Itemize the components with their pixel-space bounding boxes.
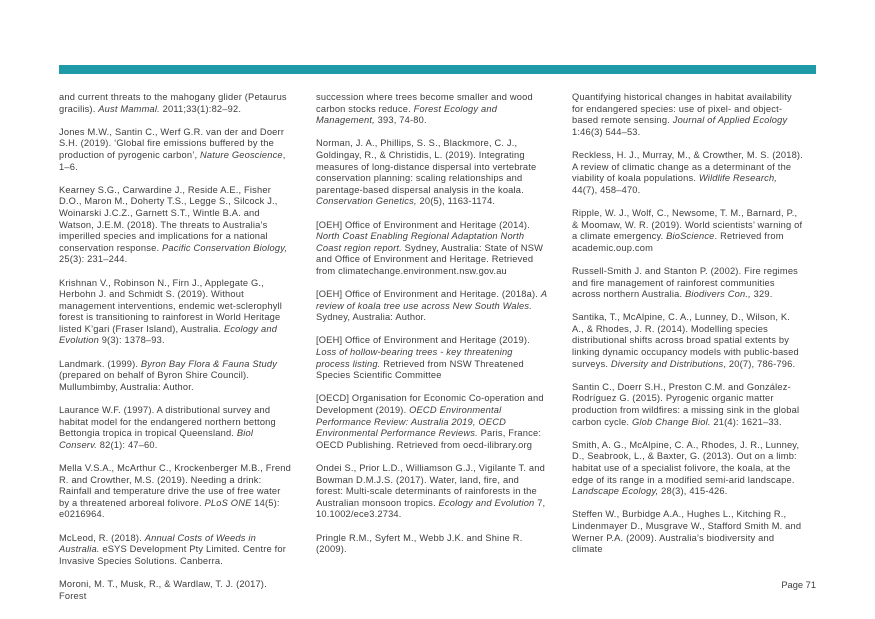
reference-italic-text: BioScience xyxy=(666,231,715,242)
reference-text: Moroni, M. T., Musk, R., & Wardlaw, T. J. (2017). Forest xyxy=(59,578,267,601)
reference-italic-text: Nature Geoscience xyxy=(200,149,283,160)
page-number: Page 71 xyxy=(781,580,816,590)
reference-italic-text: OECD Environmental Performance Review: Australia 2019, OECD Environmental Performance Reviews. xyxy=(316,405,507,439)
reference-entry xyxy=(59,278,291,348)
reference-entry xyxy=(59,359,291,394)
reference-text: . Retrieved from academic.oup.com xyxy=(572,231,784,253)
reference-text: [OEH] Office of Environment and Heritage (2014). xyxy=(316,219,530,230)
reference-text: Sydney, Australia: State of NSW and Office of Environment and Heritage. Retrieved from climatechange.environment.nsw.gov.au xyxy=(316,242,544,276)
reference-entry xyxy=(316,92,548,127)
reference-text: [OEH] Office of Environment and Heritage (2019). xyxy=(316,335,530,346)
reference-text: 21(4): 1621–33. xyxy=(710,416,782,427)
reference-italic-text: Byron Bay Flora & Fauna Study xyxy=(140,358,278,369)
reference-text: Laurance W.F. (1997). A distributional survey and habitat model for the endangered northern bettong Bettongia tropica in tropical Queensland. xyxy=(59,405,276,439)
reference-text: Ripple, W. J., Wolf, C., Newsome, T. M., Barnard, P., & Moomaw, W. R. (2019). World scientists’ warning of a climate emergency. xyxy=(572,207,803,242)
reference-italic-text: PLoS ONE xyxy=(204,497,252,508)
reference-entry xyxy=(316,393,548,451)
reference-italic-text: Diversity and Distributions xyxy=(610,358,724,369)
reference-text: Sydney, Australia: Author. xyxy=(316,312,427,323)
reference-text: (prepared on behalf of Byron Shire Council). Mullumbimby, Australia: Author. xyxy=(59,370,250,392)
reference-italic-text: Pacific Conservation Biology, xyxy=(162,242,288,253)
reference-entry xyxy=(572,312,804,370)
reference-text: and current threats to the mahogany glider (Petaurus gracilis). xyxy=(59,92,287,114)
reference-text: 25(3): 231–244. xyxy=(59,254,128,265)
header-accent-bar xyxy=(59,65,816,74)
reference-italic-text: Forest Ecology and Management, xyxy=(316,103,498,126)
reference-column-1 xyxy=(59,92,291,614)
reference-entry xyxy=(572,150,804,196)
reference-entry xyxy=(59,579,291,602)
reference-text: Krishnan V., Robinson N., Firn J., Applegate G., Herbohn J. and Schmidt S. (2019). Without management interventions, endemic wet-sclerophyll forest is transitioning to rainforest in World Heritage listed K’gari (Fraser Island), Australia. xyxy=(59,277,283,334)
reference-entry xyxy=(572,92,804,138)
reference-text: Norman, J. A., Phillips, S. S., Blackmore, C. J., Goldingay, R., & Christidis, L. (2019). Integrating measures of long-distance dispersal into vertebrate conservation planning: scaling relationships and parentage-based dispersal analysis in the koala. xyxy=(316,138,537,195)
reference-text: 329. xyxy=(750,289,773,300)
reference-entry xyxy=(316,533,548,556)
reference-text: Pringle R.M., Syfert M., Webb J.K. and Shine R. (2009). xyxy=(316,532,523,555)
reference-entry xyxy=(59,185,291,266)
reference-italic-text: Ecology and Evolution xyxy=(438,497,535,508)
reference-text: 28(3), 415-426. xyxy=(658,486,728,497)
reference-column-2 xyxy=(316,92,548,567)
reference-text: Russell-Smith J. and Stanton P. (2002). Fire regimes and fire management of rainforest communities across northern Australia. xyxy=(572,265,799,300)
reference-text: Retrieved from NSW Threatened Species Scientific Committee xyxy=(316,358,524,381)
reference-entry xyxy=(316,335,548,381)
reference-text: Santika, T., McAlpine, C. A., Lunney, D., Wilson, K. A., & Rhodes, J. R. (2014). Modelling species distributional shifts across broad spatial extents by linking dynamic occupancy models with public-based surveys. xyxy=(572,312,799,369)
reference-text: succession where trees become smaller and wood carbon stocks reduce. xyxy=(316,92,533,114)
reference-italic-text: North Coast Enabling Regional Adaptation North Coast region report. xyxy=(316,231,525,253)
reference-text: [OECD] Organisation for Economic Co-operation and Development (2019). xyxy=(316,393,544,416)
reference-italic-text: A review of koala tree use across New South Wales. xyxy=(316,289,547,311)
reference-text: 14(5): e0216964. xyxy=(59,497,280,520)
reference-text: , 20(7), 786-796. xyxy=(723,358,796,369)
reference-entry xyxy=(316,220,548,278)
reference-italic-text: Wildlife Research, xyxy=(698,173,778,184)
reference-entry xyxy=(572,382,804,428)
reference-italic-text: Conservation Genetics, xyxy=(316,196,417,207)
reference-entry xyxy=(59,533,291,568)
reference-text: 20(5), 1163-1174. xyxy=(416,196,496,207)
reference-italic-text: Landscape Ecology, xyxy=(572,486,659,497)
reference-italic-text: Biol Conserv. xyxy=(59,428,254,450)
reference-text: eSYS Development Pty Limited. Centre for Invasive Species Solutions. Canberra. xyxy=(59,544,287,566)
reference-text: Santin C., Doerr S.H., Preston C.M. and González-Rodríguez G. (2015). Pyrogenic organic matter production from wildfires: a missing sink in the global carbon cycle. xyxy=(572,381,800,427)
reference-text: Ondei S., Prior L.D., Williamson G.J., Vigilante T. and Bowman D.M.J.S. (2017). Water, land, fire, and forest: Multi-scale determinants of rainforests in the Australian monsoon tropics. xyxy=(316,463,545,508)
reference-entry xyxy=(572,509,804,555)
reference-italic-text: Loss of hollow-bearing trees - key threatening process listing. xyxy=(316,347,513,369)
reference-text: [OEH] Office of Environment and Heritage. (2018a). xyxy=(316,289,541,300)
reference-text: Reckless, H. J., Murray, M., & Crowther, M. S. (2018). A review of climatic change as a determinant of the viability of koala populations. xyxy=(572,149,803,184)
reference-italic-text: Aust Mammal. xyxy=(98,103,160,114)
reference-text: Smith, A. G., McAlpine, C. A., Rhodes, J. R., Lunney, D., Seabrook, L., & Baxter, G. (2013). Out on a limb: habitat use of a specialist folivore, the koala, at the edge of its range in a modified semi-arid landscape. xyxy=(572,439,800,485)
reference-text: Landmark. (1999). xyxy=(59,358,141,369)
reference-text: Mella V.S.A., McArthur C., Krockenberger M.B., Frend R. and Crowther, M.S. (2019). Needing a drink: Rainfall and temperature drive the use of free water by a threatened arboreal folivore. xyxy=(59,463,292,508)
reference-entry xyxy=(59,405,291,451)
reference-column-3 xyxy=(572,92,804,567)
reference-entry xyxy=(572,208,804,254)
reference-entry xyxy=(316,463,548,521)
reference-entry xyxy=(59,92,291,115)
reference-italic-text: Biodivers Con., xyxy=(685,289,751,300)
reference-text: 7, 10.1002/ece3.2734. xyxy=(316,497,546,520)
reference-italic-text: Journal of Applied Ecology xyxy=(672,115,788,126)
reference-text: 82(1): 47–60. xyxy=(97,439,158,450)
reference-text: Kearney S.G., Carwardine J., Reside A.E., Fisher D.O., Maron M., Doherty T.S., Legge S., Silcock J., Woinarski J.C.Z., Garnett S.T., Wintle B.A. and Watson, J.E.M. (2018). The threats to Australia’s imperilled species and implications for a national conservation response. xyxy=(59,184,278,253)
reference-text: Paris, France: OECD Publishing. Retrieved from oecd-ilibrary.org xyxy=(316,428,542,450)
reference-entry xyxy=(316,289,548,324)
reference-entry xyxy=(316,138,548,208)
reference-italic-text: Ecology and Evolution xyxy=(59,323,278,346)
reference-text: Quantifying historical changes in habitat availability for endangered species: use of pixel- and object-based remote sensing. xyxy=(572,92,792,126)
reference-text: 44(7), 458–470. xyxy=(572,184,641,195)
reference-entry xyxy=(572,266,804,301)
reference-text: 393, 74-80. xyxy=(374,115,427,126)
reference-entry xyxy=(59,127,291,173)
reference-entry xyxy=(572,440,804,498)
reference-text: 2011;33(1):82–92. xyxy=(159,103,242,114)
reference-text: 1:46(3) 544–53. xyxy=(572,126,641,137)
reference-text: , 1–6. xyxy=(59,149,286,172)
reference-italic-text: Annual Costs of Weeds in Australia. xyxy=(59,532,256,555)
reference-text: Jones M.W., Santin C., Werf G.R. van der and Doerr S.H. (2019). ‘Global fire emissions buffered by the production of pyrogenic carbon’, xyxy=(59,126,285,160)
reference-text: McLeod, R. (2018). xyxy=(59,532,145,543)
reference-text: Steffen W., Burbidge A.A., Hughes L., Kitching R., Lindenmayer D., Musgrave W., Stafford Smith M. and Werner P.A. (2009). Australia’s biodiversity and climate xyxy=(572,509,802,555)
reference-italic-text: Glob Change Biol. xyxy=(631,416,711,427)
reference-entry xyxy=(59,463,291,521)
reference-text: 9(3): 1378–93. xyxy=(98,335,165,346)
